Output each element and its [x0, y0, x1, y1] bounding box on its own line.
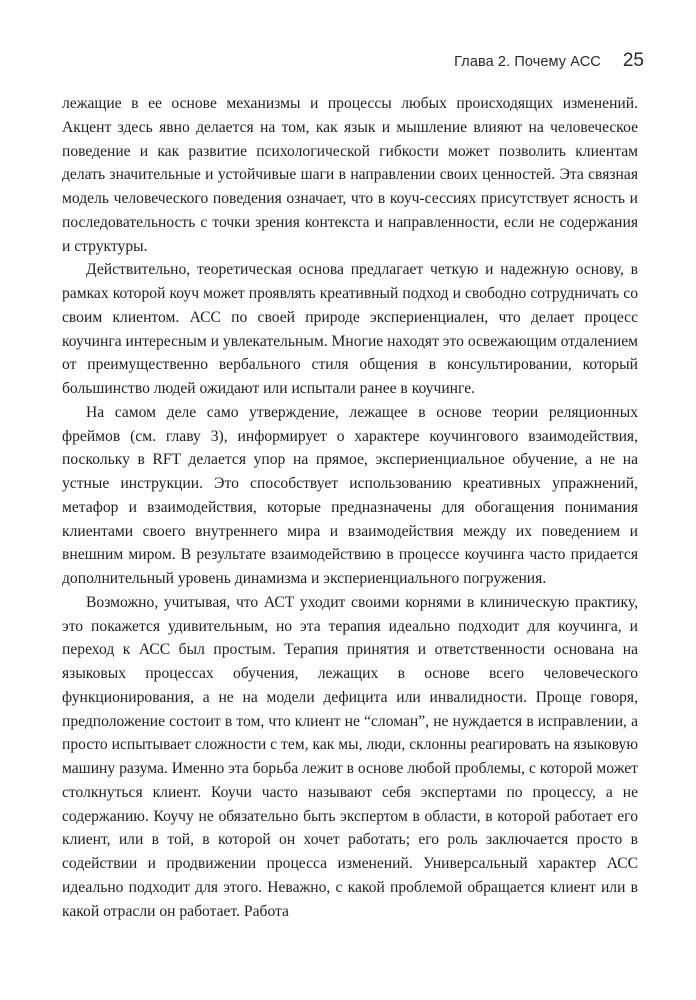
page-number: 25 — [622, 50, 644, 71]
paragraph-4: Возможно, учитывая, что АСТ уходит своими корнями в клиническую практику, это покажется удивительным, но эта терапия идеально подходит для коучинга, и переход к АСС был простым. Терапия принятия и ответственности основана на языковых процессах обучения, лежащих в основе всего человеческого функционирования, а не на модели дефицита или инвалидности. Проще говоря, предположение состоит в том, что клиент не “сломан”, не нуждается в исправлении, а просто испытывает сложности с тем, как мы, люди, склонны реагировать на языковую машину разума. Именно эта борьба лежит в основе любой проблемы, с которой может столкнуться клиент. Коучи часто называют себя экспертами по процессу, а не содержанию. Коучу не обязательно быть экспертом в области, в которой работает его клиент, или в той, в которой он хочет работать; его роль заключается просто в содействии и продвижении процесса изменений. Универсальный характер АСС идеально подходит для этого. Неважно, с какой проблемой обращается клиент или в какой отрасли он работает. Работа — [62, 593, 638, 920]
paragraph-3: На самом деле само утверждение, лежащее в основе теории реляционных фреймов (см. главу 3), информирует о характере коучингового взаимодействия, поскольку в RFT делается упор на прямое, экспериенциальное обучение, а не на устные инструкции. Это способствует использованию креативных упражнений, метафор и взаимодействия, которые предназначены для обогащения понимания клиентами своего внутреннего мира и взаимодействия между их поведением и внешним миром. В результате взаимодействию в процессе коучинга часто придается дополнительный уровень динамизма и экспериенциального погружения. — [62, 403, 638, 587]
paragraph-2: Действительно, теоретическая основа предлагает четкую и надежную основу, в рамках которой коуч может проявлять креативный подход и свободно сотрудничать со своим клиентом. АСС по своей природе экспериенциален, что делает процесс коучинга интересным и увлекательным. Многие находят это освежающим отдалением от преимущественно вербального стиля общения в консультировании, который большинство людей ожидают или испытали ранее в коучинге. — [62, 261, 638, 397]
chapter-title: Глава 2. Почему АСС — [454, 54, 601, 70]
paragraph-1-continued: лежащие в ее основе механизмы и процессы любых происходящих изменений. Акцент здесь явно делается на том, как язык и мышление влияют на человеческое поведение и как развитие психологической гибкости может позволить клиентам делать значительные и устойчивые шаги в направлении своих ценностей. Эта связная модель человеческого поведения означает, что в коуч-сессиях присутствует ясность и последовательность с точки зрения контекста и направленности, если не содержания и структуры. — [62, 95, 638, 255]
running-header — [454, 50, 644, 72]
body-text — [62, 92, 638, 923]
